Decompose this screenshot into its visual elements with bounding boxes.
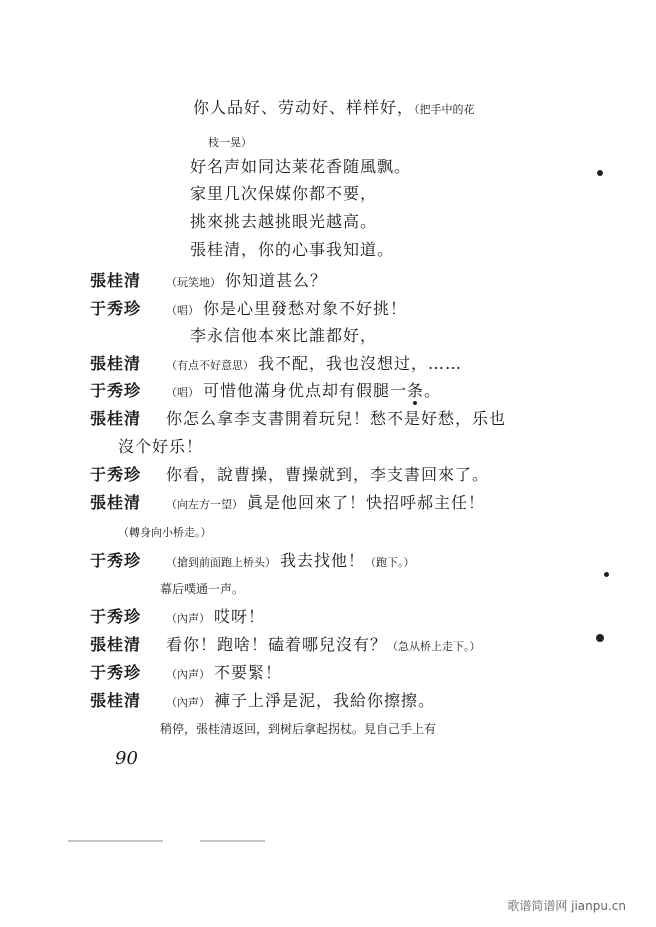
dialogue-text: 哎呀！ [214, 607, 266, 626]
speaker-name: 于秀珍 [90, 381, 142, 400]
dialogue-text: 眞是他回來了！快招呼郝主任！ [247, 493, 486, 512]
speaker-name: 張桂清 [90, 354, 142, 373]
dialogue-line-10 [90, 354, 462, 376]
stage-direction: （把手中的花 [414, 103, 475, 116]
dialogue-text: 你是心里發愁对象不好挑！ [203, 299, 408, 318]
dialogue-line-19 [90, 607, 265, 629]
verse-text: 家里几次保媒你都不要， [190, 184, 378, 203]
stage-direction-line [208, 131, 256, 153]
dialogue-text: 我去找他！ [280, 551, 366, 570]
ink-speck [597, 170, 603, 176]
dialogue-line-11 [90, 381, 441, 403]
speaker-name: 于秀珍 [90, 607, 142, 626]
dialogue-line-14 [90, 465, 489, 485]
dialogue-text: 不要緊！ [214, 663, 283, 682]
stage-note-line-23 [160, 719, 436, 739]
dialogue-text: 褲子上淨是泥，我給你擦擦。 [214, 691, 436, 710]
verse-line-9 [190, 326, 377, 346]
verse-line-1 [193, 98, 479, 120]
speaker-name: 于秀珍 [90, 663, 142, 682]
speaker-name: 張桂清 [90, 493, 142, 512]
verse-text: 挑來挑去越挑眼光越高。 [190, 212, 378, 231]
stage-note: 稍停，張桂清返回，到树后拿起拐杖。見自己手上有 [160, 722, 437, 736]
page-number: 90 [115, 748, 138, 769]
scan-artifact [68, 840, 163, 842]
ink-speck [596, 634, 604, 642]
stage-direction: （有点不好意思） [166, 359, 254, 372]
offstage-line-18 [160, 579, 244, 599]
stage-direction: 枝一晃） [208, 136, 252, 149]
dialogue-text: 你怎么拿李支書開着玩兒！愁不是好愁，乐也 [166, 409, 507, 428]
verse-text: 你人品好、劳动好、样样好， [193, 98, 415, 117]
verse-line-4 [190, 184, 377, 204]
speaker-name: 張桂清 [90, 635, 142, 654]
speaker-name: 張桂清 [90, 691, 142, 710]
dialogue-line-8 [90, 299, 407, 321]
site-watermark: 歌谱简谱网 jianpu.cn [507, 899, 626, 913]
speaker-name: 張桂清 [90, 271, 142, 290]
verse-text: 好名声如同达莱花香随風飘。 [190, 157, 412, 176]
ink-speck [413, 401, 417, 405]
dialogue-line-21 [90, 663, 282, 685]
stage-direction: （玩笑地） [166, 276, 221, 289]
dialogue-text: 看你！跑啥！磕着哪兒沒有？ [166, 635, 388, 654]
verse-text: 李永信他本來比誰都好， [190, 326, 378, 345]
stage-direction: （內声） [166, 612, 210, 625]
stage-direction: （內声） [166, 696, 210, 709]
stage-note: 幕后噗通一声。 [160, 582, 245, 596]
dialogue-text: 沒个好乐！ [118, 437, 204, 456]
stage-direction-tail: （急从桥上走下。） [387, 640, 481, 653]
stage-direction: （唱） [166, 304, 199, 317]
speaker-name: 于秀珍 [90, 299, 142, 318]
stage-direction: （搶到前面跑上桥头） [166, 556, 276, 569]
dialogue-text: 你看，說曹操，曹操就到，李支書回來了。 [166, 465, 490, 484]
stage-direction: （唱） [166, 386, 199, 399]
speaker-name: 于秀珍 [90, 465, 142, 484]
dialogue-line-17 [90, 551, 419, 573]
stage-direction-line-16 [118, 521, 216, 543]
verse-line-6 [190, 240, 394, 260]
dialogue-text: 我不配，我也沒想过，…… [258, 354, 463, 373]
speaker-name: 于秀珍 [90, 551, 142, 570]
dialogue-line-13 [118, 437, 203, 457]
dialogue-line-20 [90, 635, 485, 657]
dialogue-line-12 [90, 409, 506, 429]
dialogue-line-7 [90, 271, 327, 293]
verse-text: 張桂清，你的心事我知道。 [190, 240, 395, 259]
verse-line-5 [190, 212, 377, 232]
ink-speck [604, 572, 609, 577]
dialogue-line-15 [90, 493, 485, 515]
stage-direction-tail: （跑下。） [365, 556, 415, 569]
verse-line-3 [190, 157, 411, 177]
dialogue-text: 可惜他滿身优点却有假腿一条。 [203, 381, 442, 400]
speaker-name: 張桂清 [90, 409, 142, 428]
stage-direction: （內声） [166, 668, 210, 681]
dialogue-line-22 [90, 691, 435, 713]
stage-direction: （向左方一望） [166, 498, 243, 511]
stage-direction: （轉身向小桥走。） [118, 526, 212, 539]
dialogue-text: 你知道甚么？ [225, 271, 328, 290]
scan-artifact [200, 840, 265, 842]
